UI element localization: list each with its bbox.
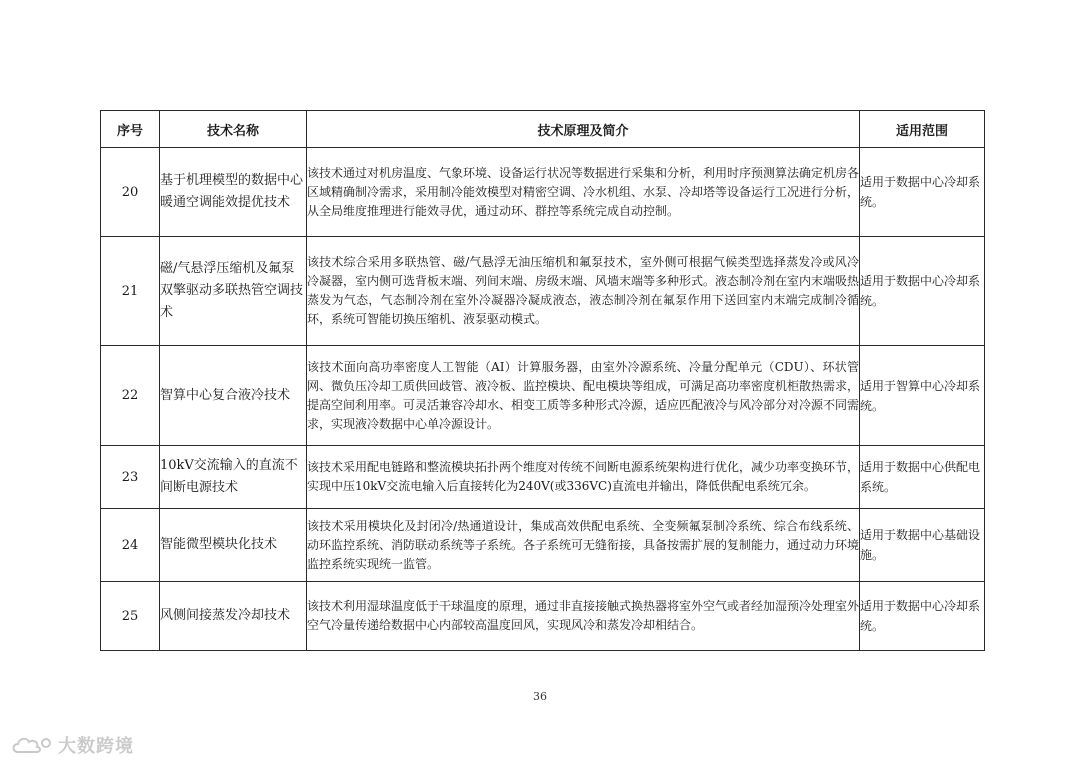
technology-scope: 适用于数据中心冷却系统。 bbox=[860, 148, 985, 237]
technology-description: 该技术面向高功率密度人工智能（AI）计算服务器，由室外冷源系统、冷量分配单元（CDU）、环状管网、微负压冷却工质供回歧管、液冷板、监控模块、配电模块等组成，可满足高功率密度机柜散热需求，提高空间利用率。可灵活兼容冷却水、相变工质等多种形式冷源，适应匹配液冷与风冷部分对冷源不同需求，实现液冷数据中心单冷源设计。 bbox=[307, 346, 860, 446]
table-row bbox=[101, 582, 985, 651]
header-name: 技术名称 bbox=[160, 111, 307, 148]
row-number: 20 bbox=[101, 148, 160, 237]
row-number: 25 bbox=[101, 582, 160, 651]
header-no: 序号 bbox=[101, 111, 160, 148]
watermark bbox=[10, 732, 134, 758]
technology-scope: 适用于智算中心冷却系统。 bbox=[860, 346, 985, 446]
watermark-text: 大数跨境 bbox=[58, 736, 134, 757]
technology-name: 磁/气悬浮压缩机及氟泵双擎驱动多联热管空调技术 bbox=[160, 237, 307, 346]
technology-scope: 适用于数据中心基础设施。 bbox=[860, 509, 985, 582]
technology-description: 该技术综合采用多联热管、磁/气悬浮无油压缩机和氟泵技术，室外侧可根据气候类型选择蒸发冷或风冷冷凝器，室内侧可选背板末端、列间末端、房级末端、风墙末端等多种形式。液态制冷剂在室内末端吸热蒸发为气态，气态制冷剂在室外冷凝器冷凝成液态，液态制冷剂在氟泵作用下送回室内末端完成制冷循环，系统可智能切换压缩机、液泵驱动模式。 bbox=[307, 237, 860, 346]
row-number: 23 bbox=[101, 446, 160, 509]
technology-name: 智算中心复合液冷技术 bbox=[160, 346, 307, 446]
table-row bbox=[101, 446, 985, 509]
row-number: 22 bbox=[101, 346, 160, 446]
technology-description: 该技术采用模块化及封闭冷/热通道设计，集成高效供配电系统、全变频氟泵制冷系统、综合布线系统、动环监控系统、消防联动系统等子系统。各子系统可无缝衔接，具备按需扩展的复制能力，通过动力环境监控系统实现统一监管。 bbox=[307, 509, 860, 582]
technology-description: 该技术采用配电链路和整流模块拓扑两个维度对传统不间断电源系统架构进行优化，减少功率变换环节，实现中压10kV交流电输入后直接转化为240V(或336VC)直流电并输出，降低供配电系统冗余。 bbox=[307, 446, 860, 509]
row-number: 21 bbox=[101, 237, 160, 346]
technology-scope: 适用于数据中心冷却系统。 bbox=[860, 237, 985, 346]
technology-scope: 适用于数据中心冷却系统。 bbox=[860, 582, 985, 651]
header-scope: 适用范围 bbox=[860, 111, 985, 148]
technology-table bbox=[100, 110, 985, 651]
technology-name: 风侧间接蒸发冷却技术 bbox=[160, 582, 307, 651]
technology-name: 基于机理模型的数据中心暖通空调能效提优技术 bbox=[160, 148, 307, 237]
technology-name: 10kV交流输入的直流不间断电源技术 bbox=[160, 446, 307, 509]
table-row bbox=[101, 346, 985, 446]
header-description: 技术原理及简介 bbox=[307, 111, 860, 148]
page-number: 36 bbox=[533, 690, 547, 703]
table-row bbox=[101, 237, 985, 346]
technology-description: 该技术通过对机房温度、气象环境、设备运行状况等数据进行采集和分析，利用时序预测算法确定机房各区域精确制冷需求，采用制冷能效模型对精密空调、冷水机组、水泵、冷却塔等设备运行工况进行分析，从全局维度推理进行能效寻优，通过动环、群控等系统完成自动控制。 bbox=[307, 148, 860, 237]
table-row bbox=[101, 509, 985, 582]
row-number: 24 bbox=[101, 509, 160, 582]
cloud-logo-icon bbox=[10, 733, 54, 757]
technology-scope: 适用于数据中心供配电系统。 bbox=[860, 446, 985, 509]
technology-name: 智能微型模块化技术 bbox=[160, 509, 307, 582]
table-row bbox=[101, 148, 985, 237]
technology-description: 该技术利用湿球温度低于干球温度的原理，通过非直接接触式换热器将室外空气或者经加湿预冷处理室外空气冷量传递给数据中心内部较高温度回风，实现风冷和蒸发冷却相结合。 bbox=[307, 582, 860, 651]
table-header-row bbox=[101, 111, 985, 148]
